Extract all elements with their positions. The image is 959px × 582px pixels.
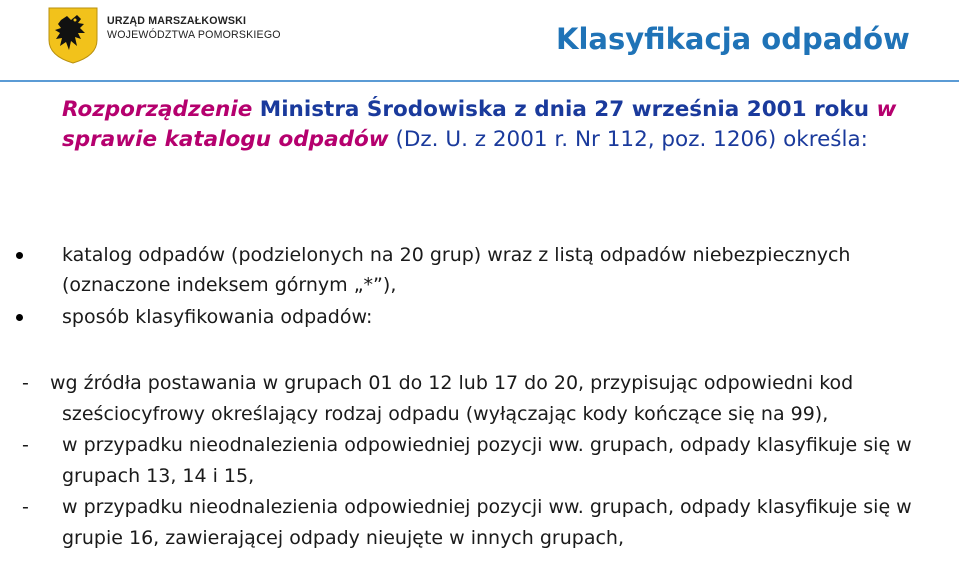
logo (47, 6, 281, 64)
intro-italic: w sprawie katalogu odpadów (62, 97, 897, 152)
bullet-list (0, 240, 959, 334)
dash-item (0, 492, 942, 554)
dash-marker: - (22, 434, 29, 456)
bullet-text: sposób klasyfikowania odpadów: (62, 306, 373, 328)
slide-title: Klasyfikacja odpadów (556, 22, 910, 56)
organization-name (107, 14, 281, 42)
intro-lead: Rozporządzenie (62, 97, 253, 122)
dash-text: w przypadku nieodnalezienia odpowiedniej pozycji ww. grupach, odpady klasyfikuje się w grupach 13, 14 i 15, (62, 434, 912, 487)
dash-marker: - (22, 496, 29, 518)
bullet-item (0, 240, 902, 300)
dash-marker: - (22, 372, 29, 394)
organization-line-2: WOJEWÓDZTWA POMORSKIEGO (107, 29, 281, 41)
dash-text: wg źródła postawania w grupach 01 do 12 lub 17 do 20, przypisując odpowiedni kod sześciocyfrowy określający rodzaj odpadu (wyłączając kody kończące się na 99), (50, 372, 854, 425)
bullet-dot-icon (16, 314, 23, 321)
intro-text-2: (Dz. U. z 2001 r. Nr 112, poz. 1206) (388, 127, 784, 152)
intro-text-1: Ministra Środowiska z dnia 27 września 2001 roku (252, 97, 877, 122)
intro-paragraph (62, 95, 942, 155)
dash-text: w przypadku nieodnalezienia odpowiedniej pozycji ww. grupach, odpady klasyfikuje się w grupie 16, zawierającej odpady nieujęte w innych grupach, (62, 496, 912, 549)
dash-list (0, 368, 959, 554)
bullet-item (0, 302, 902, 332)
intro-tail: określa: (783, 127, 868, 152)
dash-item (0, 368, 942, 430)
dash-item (0, 430, 942, 492)
bullet-dot-icon (16, 252, 23, 259)
title-divider (0, 80, 959, 82)
griffin-crest-icon (47, 6, 99, 64)
bullet-text: katalog odpadów (podzielonych na 20 grup) wraz z listą odpadów niebezpiecznych (oznaczone indeksem górnym „*”), (62, 244, 851, 296)
organization-line-1: URZĄD MARSZAŁKOWSKI (107, 15, 247, 27)
